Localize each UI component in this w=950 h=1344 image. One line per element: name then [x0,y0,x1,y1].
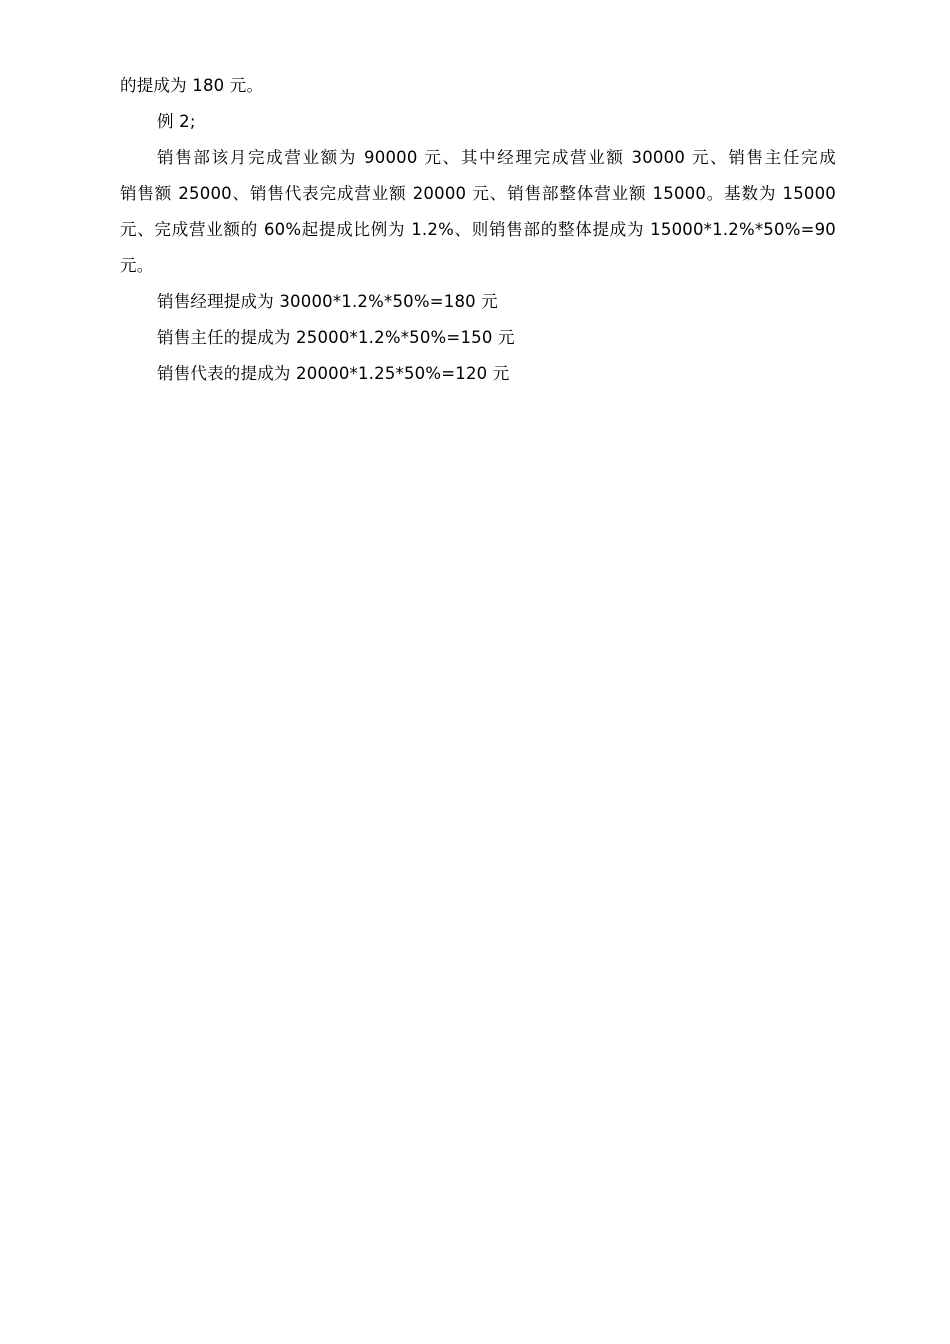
paragraph-continuation: 的提成为 180 元。 [120,76,264,95]
manager-commission-line: 销售经理提成为 30000*1.2%*50%=180 元 [157,292,498,311]
document-body [120,68,836,392]
example-heading: 例 2; [157,112,196,131]
representative-commission-line: 销售代表的提成为 20000*1.25*50%=120 元 [157,364,510,383]
paragraph-line: 元、完成营业额的 60%起提成比例为 1.2%、则销售部的整体提成为 15000*1.2%*50%=90 [120,220,836,239]
paragraph-line: 元。 [120,256,154,275]
paragraph-line: 销售额 25000、销售代表完成营业额 20000 元、销售部整体营业额 15000。基数为 15000 [120,184,836,203]
supervisor-commission-line: 销售主任的提成为 25000*1.2%*50%=150 元 [157,328,515,347]
paragraph-line: 销售部该月完成营业额为 90000 元、其中经理完成营业额 30000 元、销售主任完成 [157,148,836,167]
